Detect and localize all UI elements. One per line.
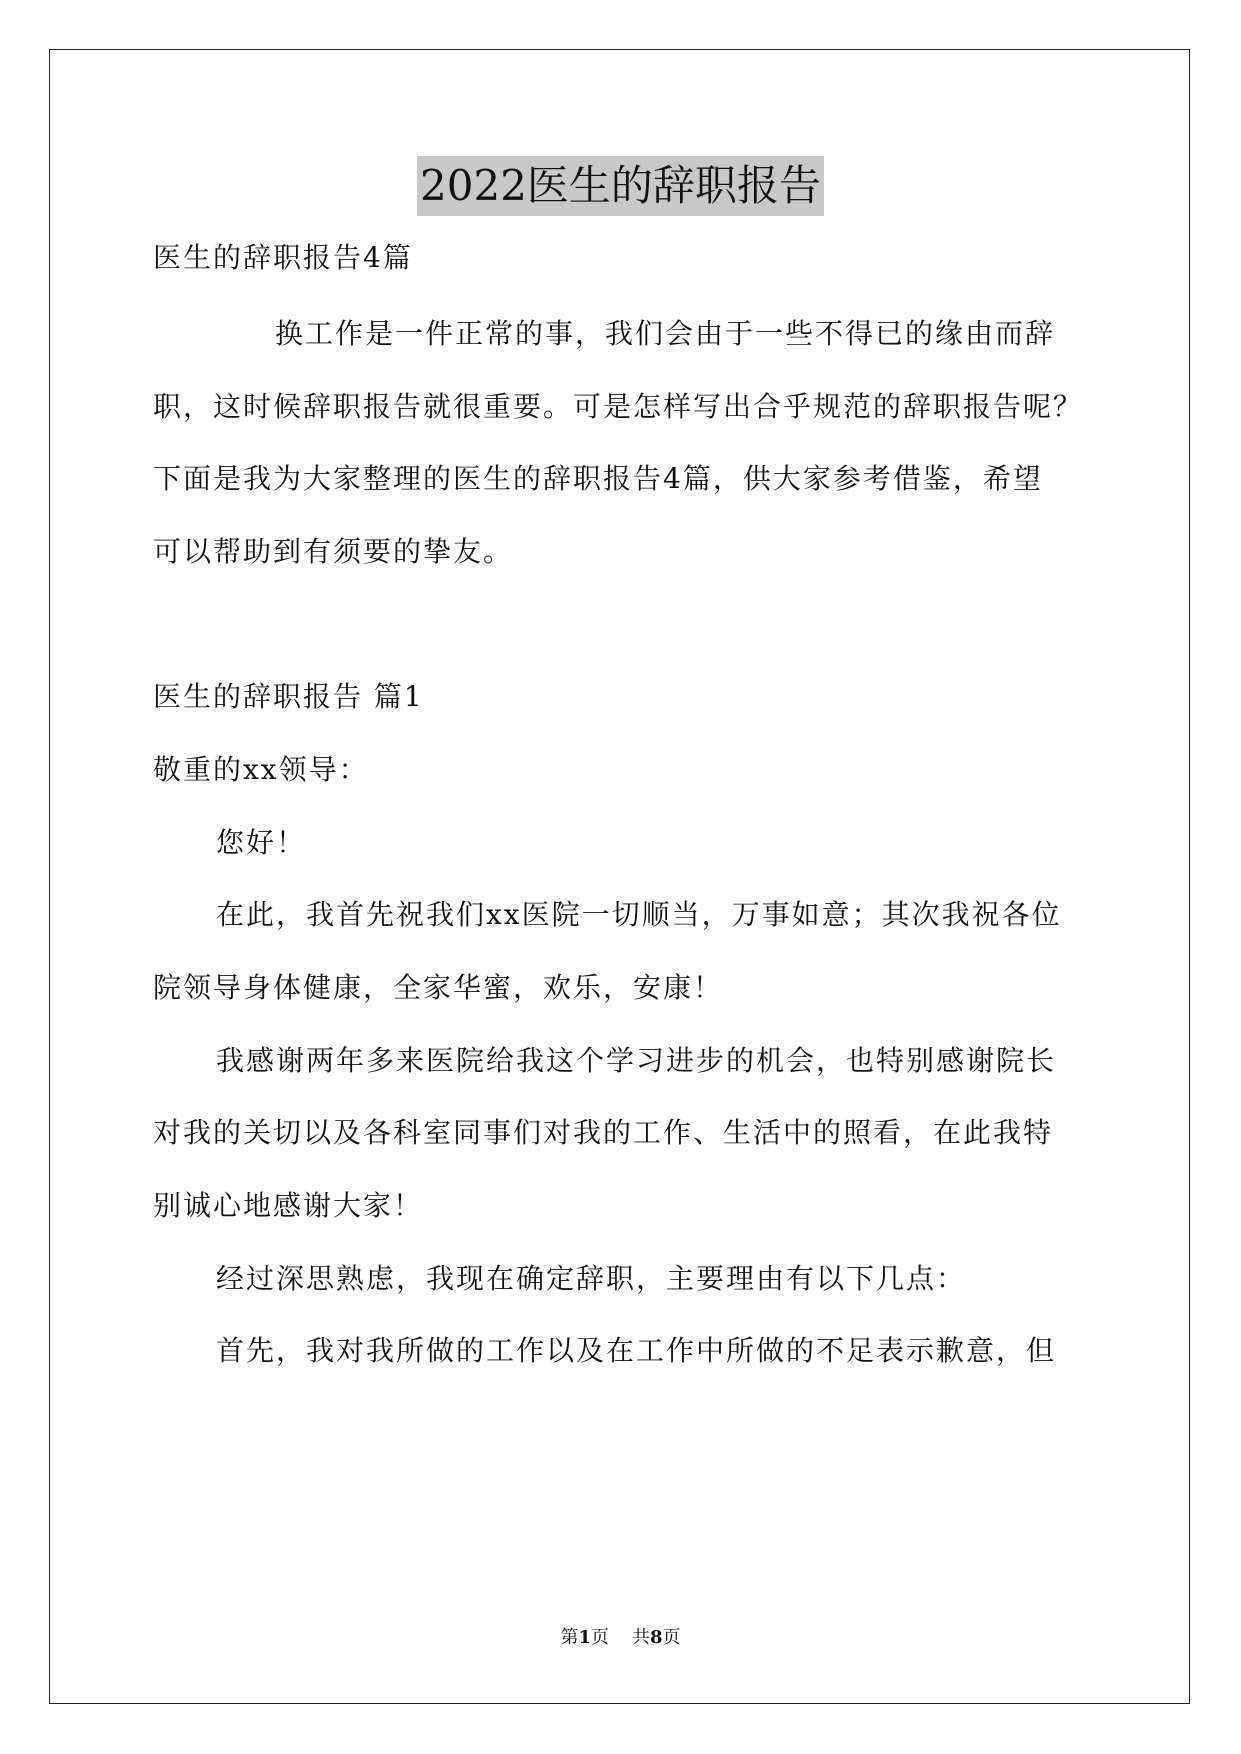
section-heading: 医生的辞职报告 篇1	[153, 680, 424, 713]
intro-paragraph-line-2: 职，这时候辞职报告就很重要。可是怎样写出合乎规范的辞职报告呢？	[153, 390, 1084, 423]
intro-paragraph-line-1: 换工作是一件正常的事，我们会由于一些不得已的缘由而辞	[275, 317, 1056, 350]
greeting: 您好！	[216, 826, 307, 859]
body-paragraph-2-line-1: 我感谢两年多来医院给我这个学习进步的机会，也特别感谢院长	[216, 1044, 1057, 1077]
salutation: 敬重的xx领导：	[153, 753, 369, 786]
intro-heading: 医生的辞职报告4篇	[153, 241, 413, 274]
body-paragraph-3-line-1: 经过深思熟虑，我现在确定辞职，主要理由有以下几点：	[216, 1262, 967, 1295]
body-paragraph-4-line-1: 首先，我对我所做的工作以及在工作中所做的不足表示歉意，但	[216, 1334, 1057, 1367]
footer-total-suffix: 页	[662, 1627, 681, 1648]
body-paragraph-1-line-1: 在此，我首先祝我们xx医院一切顺当，万事如意；其次我祝各位	[216, 898, 1062, 931]
intro-paragraph-line-4: 可以帮助到有须要的挚友。	[153, 535, 514, 568]
intro-paragraph-line-3: 下面是我为大家整理的医生的辞职报告4篇，供大家参考借鉴，希望	[153, 462, 1043, 495]
body-paragraph-2-line-3: 别诚心地感谢大家！	[153, 1189, 424, 1222]
footer-total-prefix: 共	[631, 1627, 650, 1648]
document-title	[0, 156, 1241, 218]
page-footer	[0, 1626, 1241, 1650]
footer-total-pages: 8	[649, 1627, 663, 1648]
body-paragraph-2-line-2: 对我的关切以及各科室同事们对我的工作、生活中的照看，在此我特	[153, 1116, 1054, 1149]
page-border	[49, 49, 1190, 1704]
footer-page-suffix: 页	[591, 1627, 610, 1648]
document-title-text: 2022医生的辞职报告	[417, 156, 824, 216]
footer-page-prefix: 第	[560, 1627, 579, 1648]
footer-page-number: 1	[578, 1627, 592, 1648]
body-paragraph-1-line-2: 院领导身体健康，全家华蜜，欢乐，安康！	[153, 971, 724, 1004]
